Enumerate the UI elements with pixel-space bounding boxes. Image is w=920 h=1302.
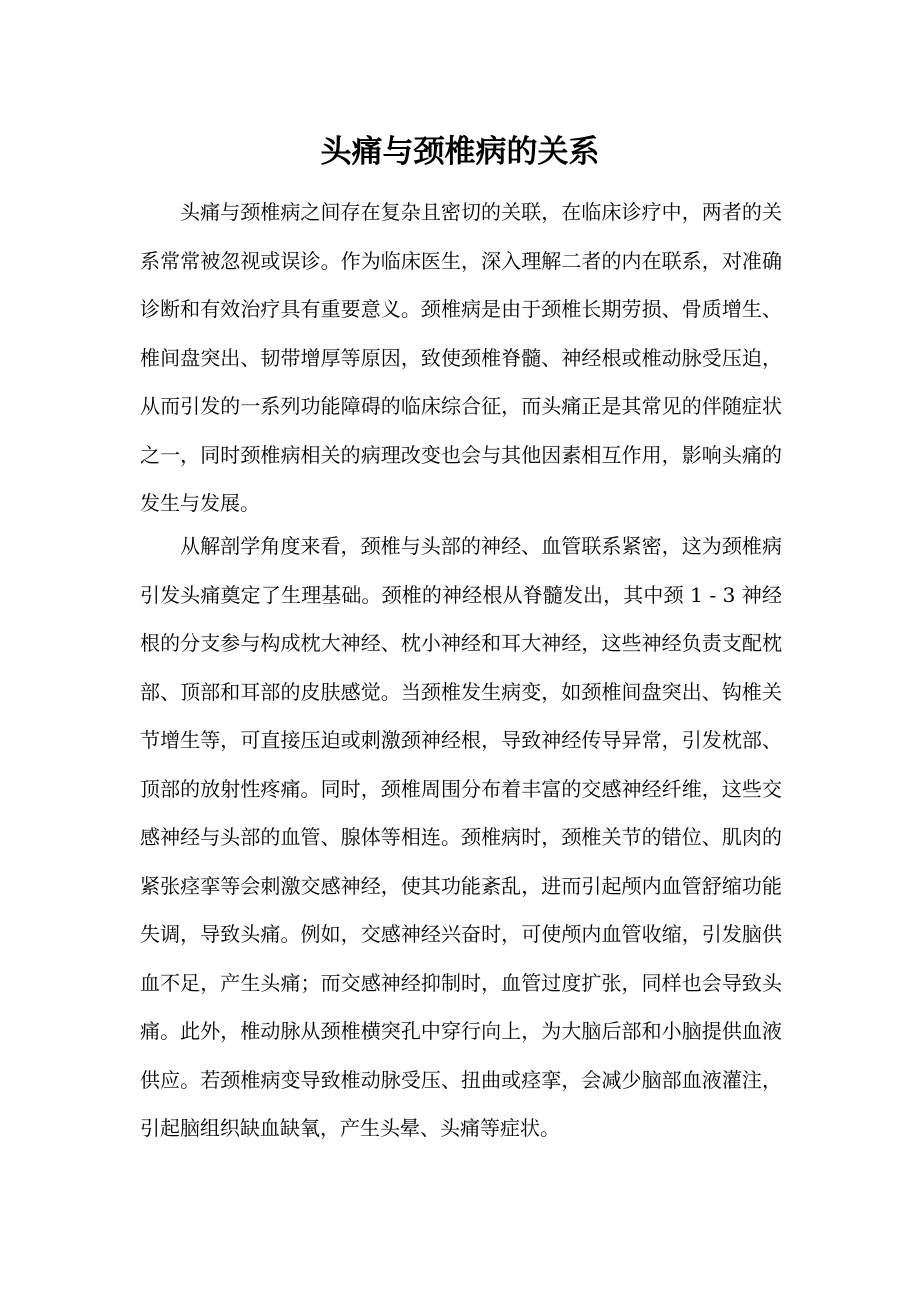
paragraph-block-2 (140, 522, 782, 1153)
paragraph-2: 从解剖学角度来看，颈椎与头部的神经、血管联系紧密，这为颈椎病引发头痛奠定了生理基础。颈椎的神经根从脊髓发出，其中颈 1 - 3 神经根的分支参与构成枕大神经、枕小神经和耳大神经，这些神经负责支配枕部、顶部和耳部的皮肤感觉。当颈椎发生病变，如颈椎间盘突出、钩椎关节增生等，可直接压迫或刺激颈神经根，导致神经传导异常，引发枕部、顶部的放射性疼痛。同时，颈椎周围分布着丰富的交感神经纤维，这些交感神经与头部的血管、腺体等相连。颈椎病时，颈椎关节的错位、肌肉的紧张痉挛等会刺激交感神经，使其功能紊乱，进而引起颅内血管舒缩功能失调，导致头痛。例如，交感神经兴奋时，可使颅内血管收缩，引发脑供血不足，产生头痛；而交感神经抑制时，血管过度扩张，同样也会导致头痛。此外，椎动脉从颈椎横突孔中穿行向上，为大脑后部和小脑提供血液供应。若颈椎病变导致椎动脉受压、扭曲或痉挛，会减少脑部血液灌注，引起脑组织缺血缺氧，产生头晕、头痛等症状。 (140, 534, 782, 1140)
document-title: 头痛与颈椎病的关系 (320, 134, 600, 170)
paragraph-1: 头痛与颈椎病之间存在复杂且密切的关联，在临床诊疗中，两者的关系常常被忽视或误诊。作为临床医生，深入理解二者的内在联系，对准确诊断和有效治疗具有重要意义。颈椎病是由于颈椎长期劳损、骨质增生、椎间盘突出、韧带增厚等原因，致使颈椎脊髓、神经根或椎动脉受压迫，从而引发的一系列功能障碍的临床综合征，而头痛正是其常见的伴随症状之一，同时颈椎病相关的病理改变也会与其他因素相互作用，影响头痛的发生与发展。 (140, 200, 782, 515)
paragraph-block-1 (140, 188, 782, 528)
